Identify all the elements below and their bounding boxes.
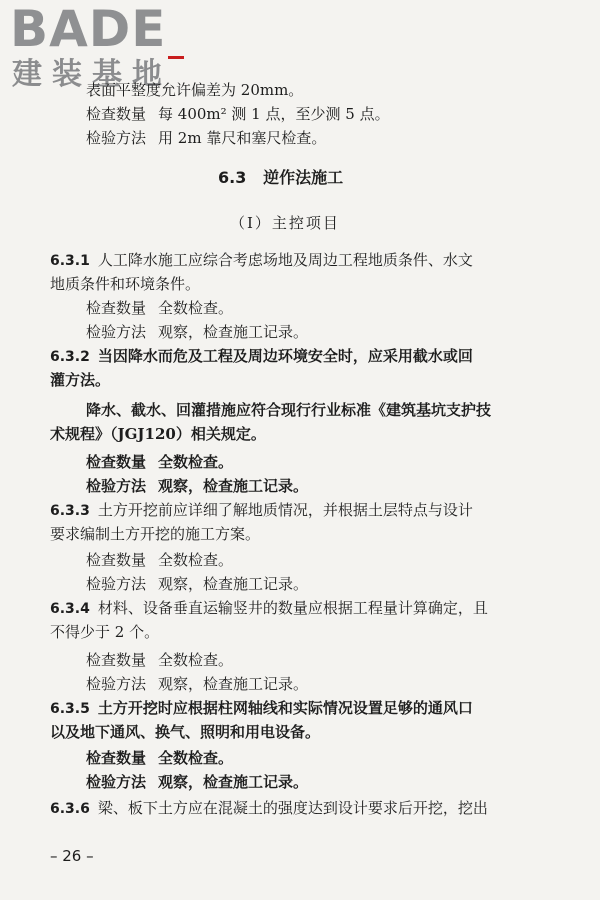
check-quantity-label: 检查数量	[86, 749, 147, 767]
check-method-value: 观察，检查施工记录。	[158, 575, 309, 593]
clause-number: 6.3.2	[50, 349, 90, 365]
check-quantity-value: 全数检查。	[158, 749, 234, 767]
check-method-line	[86, 128, 326, 148]
clause-first-line	[50, 798, 488, 819]
check-quantity-label: 检查数量	[86, 453, 147, 471]
check-quantity-line	[86, 104, 390, 124]
check-method-label: 检验方法	[86, 477, 147, 495]
check-method-label: 检验方法	[86, 575, 147, 593]
clause-number: 6.3.3	[50, 503, 90, 519]
clause-text: 材料、设备垂直运输竖井的数量应根据工程量计算确定，且	[97, 599, 488, 617]
check-method-value: 观察，检查施工记录。	[158, 675, 309, 693]
clause-text: 梁、板下土方应在混凝土的强度达到设计要求后开挖，挖出	[97, 799, 488, 817]
check-method-label: 检验方法	[86, 675, 147, 693]
clause-text: 土方开挖前应详细了解地质情况，并根据土层特点与设计	[97, 501, 473, 519]
logo-subtitle: 建装基地	[12, 57, 172, 92]
section-title: 逆作法施工	[263, 168, 344, 187]
clause-text: 灌方法。	[50, 371, 111, 389]
clause-text: 以及地下通风、换气、照明和用电设备。	[50, 723, 321, 741]
check-quantity-value: 全数检查。	[158, 299, 234, 317]
clause-first-line	[50, 500, 473, 521]
clause-extra-text: 术规程》（JGJ120）相关规定。	[50, 425, 266, 443]
clause-text: 要求编制土方开挖的施工方案。	[50, 525, 261, 543]
check-method-label: 检验方法	[86, 129, 147, 147]
clause-first-line	[50, 346, 473, 367]
check-quantity-value: 全数检查。	[158, 651, 234, 669]
text-line: 表面平整度允许偏差为 20mm。	[86, 81, 304, 99]
clause-text: 土方开挖时应根据柱网轴线和实际情况设置足够的通风口	[97, 699, 473, 717]
clause-first-line	[50, 698, 473, 719]
check-quantity-label: 检查数量	[86, 551, 147, 569]
check-method-value: 观察，检查施工记录。	[158, 477, 309, 495]
check-method-line	[86, 322, 308, 342]
clause-text: 人工降水施工应综合考虑场地及周边工程地质条件、水文	[97, 251, 473, 269]
clause-number: 6.3.5	[50, 701, 90, 717]
check-quantity-line	[86, 748, 233, 768]
section-heading	[218, 168, 343, 188]
subsection-heading: （Ⅰ）主控项目	[230, 214, 340, 232]
check-method-line	[86, 772, 308, 792]
clause-extra-text: 降水、截水、回灌措施应符合现行行业标准《建筑基坑支护技	[86, 401, 492, 419]
check-quantity-value: 全数检查。	[158, 551, 234, 569]
check-method-value: 观察，检查施工记录。	[158, 323, 309, 341]
check-quantity-value: 每 400m² 测 1 点，至少测 5 点。	[158, 105, 390, 123]
clause-text: 地质条件和环境条件。	[50, 275, 201, 293]
check-quantity-line	[86, 298, 233, 318]
clause-number: 6.3.4	[50, 601, 90, 617]
check-method-label: 检验方法	[86, 323, 147, 341]
check-quantity-value: 全数检查。	[158, 453, 234, 471]
section-number: 6.3	[218, 168, 247, 187]
clause-text: 不得少于 2 个。	[50, 623, 160, 641]
page-number: – 26 –	[50, 847, 94, 865]
check-quantity-label: 检查数量	[86, 651, 147, 669]
check-method-value: 观察，检查施工记录。	[158, 773, 309, 791]
check-method-label: 检验方法	[86, 773, 147, 791]
clause-number: 6.3.6	[50, 801, 90, 817]
check-quantity-label: 检查数量	[86, 299, 147, 317]
check-quantity-line	[86, 550, 233, 570]
logo-wordmark: BADE	[10, 0, 167, 58]
check-quantity-line	[86, 452, 233, 472]
clause-text: 当因降水而危及工程及周边环境安全时，应采用截水或回	[97, 347, 473, 365]
check-method-line	[86, 674, 308, 694]
check-method-line	[86, 574, 308, 594]
check-quantity-line	[86, 650, 233, 670]
clause-number: 6.3.1	[50, 253, 90, 269]
clause-first-line	[50, 598, 488, 619]
check-method-line	[86, 476, 308, 496]
check-quantity-label: 检查数量	[86, 105, 147, 123]
clause-first-line	[50, 250, 473, 271]
check-method-value: 用 2m 靠尺和塞尺检查。	[158, 129, 327, 147]
